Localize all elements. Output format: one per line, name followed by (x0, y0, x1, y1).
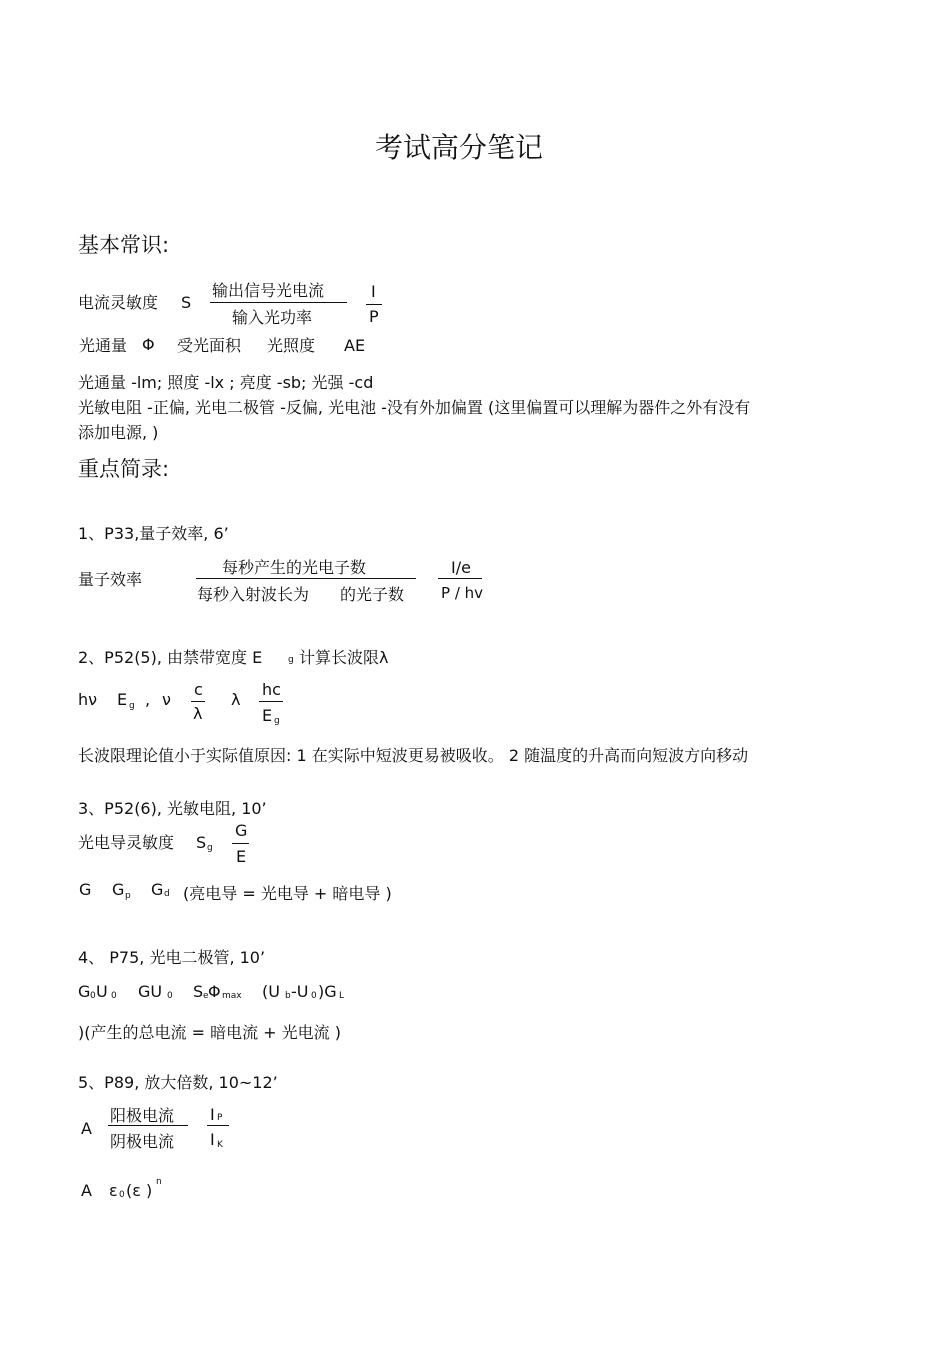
fraction-bar (108, 1125, 188, 1126)
qe-denominator-b: 的光子数 (340, 585, 405, 604)
qe-frac-num: I/e (451, 558, 471, 577)
ip-symbol: I (210, 1105, 215, 1124)
u0-symbol: U (96, 982, 108, 1001)
eg-symbol: E (117, 690, 128, 709)
nu-symbol: ν (162, 690, 171, 709)
fraction-bar (366, 304, 382, 305)
cathode-current-denominator: 阴极电流 (110, 1132, 175, 1151)
ub-mid: -U (291, 982, 309, 1001)
epsilon-symbol: ε (109, 1181, 118, 1200)
gd-sub: d (164, 889, 170, 899)
symbol-s: S (181, 293, 192, 312)
sg-symbol: S (196, 833, 207, 852)
long-wave-reason: 长波限理论值小于实际值原因: 1 在实际中短波更易被吸收。 2 随温度的升高而向短波方向移动 (78, 746, 749, 765)
fraction-bar (191, 701, 205, 702)
se-sub: e (203, 991, 209, 1001)
eg-sub: g (129, 701, 135, 711)
item2-header-sub: g (288, 655, 294, 665)
se-symbol: S (193, 982, 204, 1001)
item4-header: 4、 P75, 光电二极管, 10’ (78, 948, 266, 967)
hc-numerator: hc (262, 680, 281, 699)
g0-symbol: G (78, 982, 91, 1001)
fraction-denominator: 输入光功率 (232, 308, 313, 327)
phi-symbol: Φ (142, 335, 155, 354)
flux-label: 光通量 (79, 336, 128, 355)
anode-current-numerator: 阳极电流 (110, 1106, 175, 1125)
fraction-bar (196, 578, 416, 579)
g-numerator: G (235, 821, 248, 840)
sg-sub: g (207, 843, 213, 853)
a2-symbol: A (81, 1181, 92, 1200)
fraction-bar (207, 1125, 229, 1126)
item5-header: 5、P89, 放大倍数, 10~12’ (78, 1073, 278, 1092)
ae-symbol: AE (344, 336, 366, 355)
fraction-bar (210, 302, 347, 303)
total-current-note: )(产生的总电流 = 暗电流 + 光电流 ) (78, 1023, 341, 1042)
gp-symbol: G (112, 880, 125, 899)
item2-header-b: 计算长波限λ (299, 648, 389, 667)
qe-denominator-a: 每秒入射波长为 (197, 585, 310, 604)
fraction-bar (232, 843, 249, 844)
qe-frac-den: P / hv (441, 584, 484, 602)
epsilon-paren: (ε ) (126, 1181, 153, 1200)
item2-header-a: 2、P52(5), 由禁带宽度 E (78, 648, 263, 667)
conductance-note: (亮电导 = 光电导 + 暗电导 ) (183, 884, 392, 903)
ub-open: (U (262, 982, 280, 1001)
bias-line-1: 光敏电阻 -正偏, 光电二极管 -反偏, 光电池 -没有外加偏置 (这里偏置可以理解为器件之外有没有 (78, 398, 751, 417)
gl-sub: L (339, 991, 345, 1001)
page-title: 考试高分笔记 (375, 131, 544, 164)
epsilon-sub: 0 (119, 1190, 125, 1200)
max-sub: max (222, 991, 242, 1001)
fraction-numerator-i: I (371, 282, 376, 301)
ub-sub: b (285, 991, 291, 1001)
fraction-numerator: 输出信号光电流 (212, 281, 325, 300)
fraction-bar (438, 578, 482, 579)
item1-header: 1、P33,量子效率, 6’ (78, 524, 229, 543)
bias-line-2: 添加电源, ) (78, 423, 159, 442)
photoconductive-sensitivity-label: 光电导灵敏度 (78, 833, 175, 852)
gu-sub: 0 (167, 991, 173, 1001)
gp-sub: p (125, 891, 131, 901)
gd-symbol: G (151, 880, 164, 899)
e-denominator: E (236, 847, 247, 866)
lambda-symbol: λ (231, 690, 241, 709)
ub-sub2: 0 (311, 991, 317, 1001)
g-symbol: G (79, 880, 92, 899)
u0-sub: 0 (111, 991, 117, 1001)
ub-close: )G (318, 982, 337, 1001)
eg2-denominator: E (262, 706, 273, 725)
ik-sub: K (217, 1140, 223, 1150)
eg2-sub: g (274, 716, 280, 726)
g0-sub: 0 (90, 991, 96, 1001)
ik-symbol: I (210, 1130, 215, 1149)
comma: , (145, 690, 151, 709)
ip-sub: P (217, 1113, 223, 1123)
exponent-n: n (156, 1177, 162, 1187)
fraction-bar (259, 701, 283, 702)
item3-header: 3、P52(6), 光敏电阻, 10’ (78, 799, 267, 818)
a-symbol: A (81, 1119, 92, 1138)
qe-numerator: 每秒产生的光电子数 (222, 558, 367, 577)
hv-symbol: hν (78, 690, 98, 709)
phi-max-symbol: Φ (208, 982, 221, 1001)
area-label: 受光面积 (177, 336, 242, 355)
current-sensitivity-label: 电流灵敏度 (78, 293, 159, 312)
section-heading-key-notes: 重点简录: (78, 457, 170, 481)
fraction-denominator-p: P (369, 307, 379, 326)
quantum-efficiency-label: 量子效率 (78, 570, 143, 589)
c-numerator: c (194, 680, 203, 699)
section-heading-basics: 基本常识: (78, 233, 170, 257)
illuminance-label: 光照度 (267, 336, 316, 355)
units-line: 光通量 -lm; 照度 -lx ; 亮度 -sb; 光强 -cd (78, 373, 374, 392)
gu-symbol: GU (138, 982, 163, 1001)
lambda-denominator: λ (193, 704, 203, 723)
